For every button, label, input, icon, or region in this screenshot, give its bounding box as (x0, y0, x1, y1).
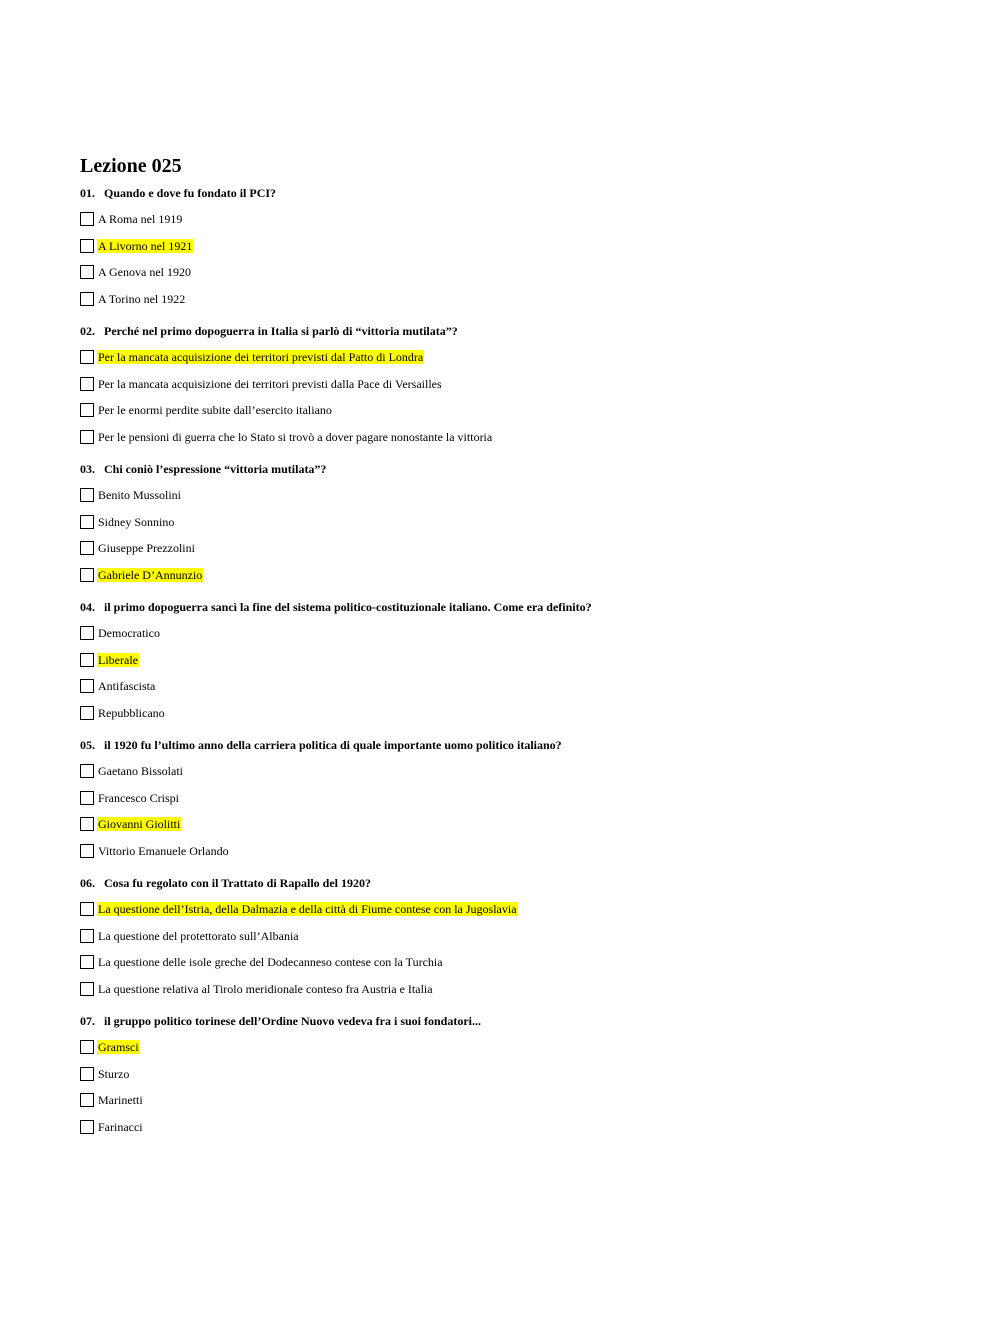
answer-checkbox[interactable] (80, 265, 94, 279)
answer-label-highlighted: Per la mancata acquisizione dei territori previsti dal Patto di Londra (98, 350, 424, 364)
answer-checkbox[interactable] (80, 350, 94, 364)
answer-option (80, 678, 940, 694)
answer-checkbox[interactable] (80, 403, 94, 417)
question-heading (80, 738, 940, 752)
answer-checkbox[interactable] (80, 955, 94, 969)
answer-label-highlighted: Gramsci (98, 1040, 139, 1054)
answer-option (80, 376, 940, 392)
answer-checkbox[interactable] (80, 377, 94, 391)
answer-checkbox[interactable] (80, 1040, 94, 1054)
answer-checkbox[interactable] (80, 515, 94, 529)
answer-label-highlighted: Liberale (98, 652, 138, 667)
answer-option (80, 540, 940, 556)
question-7 (80, 1014, 940, 1135)
answer-option (80, 763, 940, 779)
answer-checkbox[interactable] (80, 902, 94, 916)
question-text: Chi coniò l’espressione “vittoria mutilata”? (104, 462, 327, 476)
answer-label: Democratico (98, 626, 160, 640)
answer-label: Repubblicano (98, 705, 165, 720)
answer-label-highlighted: A Livorno nel 1921 (98, 238, 193, 253)
question-text: il 1920 fu l’ultimo anno della carriera politica di quale importante uomo politico italiano? (104, 738, 562, 752)
answer-checkbox[interactable] (80, 982, 94, 996)
answer-checkbox[interactable] (80, 844, 94, 858)
answer-label: Per le pensioni di guerra che lo Stato si trovò a dover pagare nonostante la vittoria (98, 429, 493, 444)
answer-checkbox[interactable] (80, 541, 94, 555)
answer-label: Gaetano Bissolati (98, 764, 183, 778)
question-heading (80, 324, 940, 338)
question-number: 04. (80, 600, 95, 614)
lesson-title: Lezione 025 (80, 155, 182, 177)
answer-label: Sidney Sonnino (98, 514, 175, 529)
answer-checkbox[interactable] (80, 239, 94, 253)
answer-label: La questione relativa al Tirolo meridionale conteso fra Austria e Italia (98, 981, 433, 996)
question-5 (80, 738, 940, 859)
answer-checkbox[interactable] (80, 430, 94, 444)
answer-checkbox[interactable] (80, 1093, 94, 1107)
answer-option (80, 349, 940, 365)
answer-option (80, 843, 940, 859)
answer-option (80, 238, 940, 254)
answer-checkbox[interactable] (80, 817, 94, 831)
answer-checkbox[interactable] (80, 1067, 94, 1081)
answer-checkbox[interactable] (80, 212, 94, 226)
question-2 (80, 324, 940, 445)
answer-option (80, 1039, 940, 1055)
answer-option (80, 790, 940, 806)
question-text: Cosa fu regolato con il Trattato di Rapallo del 1920? (104, 876, 371, 890)
answer-checkbox[interactable] (80, 292, 94, 306)
answer-option (80, 816, 940, 832)
answer-label: Vittorio Emanuele Orlando (98, 843, 229, 858)
answer-label: A Genova nel 1920 (98, 265, 191, 279)
answer-option (80, 1066, 940, 1082)
answer-checkbox[interactable] (80, 1120, 94, 1134)
question-heading (80, 186, 940, 200)
answer-label: A Roma nel 1919 (98, 212, 183, 226)
answer-option (80, 928, 940, 944)
question-text: Perché nel primo dopoguerra in Italia si parlò di “vittoria mutilata”? (104, 324, 458, 338)
answer-checkbox[interactable] (80, 791, 94, 805)
answer-option (80, 705, 940, 721)
answer-option (80, 211, 940, 227)
answer-option (80, 402, 940, 418)
answer-label: Benito Mussolini (98, 488, 182, 502)
answer-checkbox[interactable] (80, 488, 94, 502)
answer-label-highlighted: La questione dell’Istria, della Dalmazia e della città di Fiume contese con la Jugoslavia (98, 902, 517, 916)
question-number: 01. (80, 186, 95, 200)
answer-label: La questione del protettorato sull’Albania (98, 928, 299, 943)
answer-checkbox[interactable] (80, 679, 94, 693)
answer-checkbox[interactable] (80, 653, 94, 667)
answer-option (80, 264, 940, 280)
answer-label: A Torino nel 1922 (98, 291, 186, 306)
question-number: 02. (80, 324, 95, 338)
answer-option (80, 1092, 940, 1108)
answer-label: La questione delle isole greche del Dodecanneso contese con la Turchia (98, 955, 443, 969)
question-text: Quando e dove fu fondato il PCI? (104, 186, 277, 200)
document-page (80, 154, 940, 1152)
answer-option (80, 1119, 940, 1135)
answer-label: Antifascista (98, 679, 156, 693)
question-list (80, 186, 940, 1135)
answer-option (80, 954, 940, 970)
answer-label: Francesco Crispi (98, 790, 179, 805)
answer-option (80, 567, 940, 583)
question-number: 06. (80, 876, 95, 890)
question-number: 07. (80, 1014, 95, 1028)
answer-checkbox[interactable] (80, 929, 94, 943)
answer-label: Giuseppe Prezzolini (98, 541, 195, 555)
question-3 (80, 462, 940, 583)
question-4 (80, 600, 940, 721)
answer-label: Sturzo (98, 1066, 130, 1081)
answer-label: Per le enormi perdite subite dall’esercito italiano (98, 403, 332, 417)
answer-label: Per la mancata acquisizione dei territori previsti dalla Pace di Versailles (98, 376, 442, 391)
answer-checkbox[interactable] (80, 706, 94, 720)
answer-label: Marinetti (98, 1093, 143, 1107)
answer-label-highlighted: Giovanni Giolitti (98, 817, 181, 831)
question-6 (80, 876, 940, 997)
question-number: 05. (80, 738, 95, 752)
answer-option (80, 981, 940, 997)
answer-option (80, 901, 940, 917)
question-heading (80, 876, 940, 890)
question-heading (80, 462, 940, 476)
answer-checkbox[interactable] (80, 626, 94, 640)
question-text: il primo dopoguerra sancì la fine del sistema politico-costituzionale italiano. Come era definito? (104, 600, 592, 614)
answer-checkbox[interactable] (80, 568, 94, 582)
answer-label-highlighted: Gabriele D’Annunzio (98, 567, 203, 582)
answer-label: Farinacci (98, 1119, 143, 1134)
answer-option (80, 291, 940, 307)
answer-checkbox[interactable] (80, 764, 94, 778)
question-1 (80, 186, 940, 307)
answer-option (80, 625, 940, 641)
question-heading (80, 1014, 940, 1028)
answer-option (80, 487, 940, 503)
question-text: il gruppo politico torinese dell’Ordine Nuovo vedeva fra i suoi fondatori... (104, 1014, 481, 1028)
question-number: 03. (80, 462, 95, 476)
question-heading (80, 600, 940, 614)
answer-option (80, 652, 940, 668)
answer-option (80, 429, 940, 445)
answer-option (80, 514, 940, 530)
